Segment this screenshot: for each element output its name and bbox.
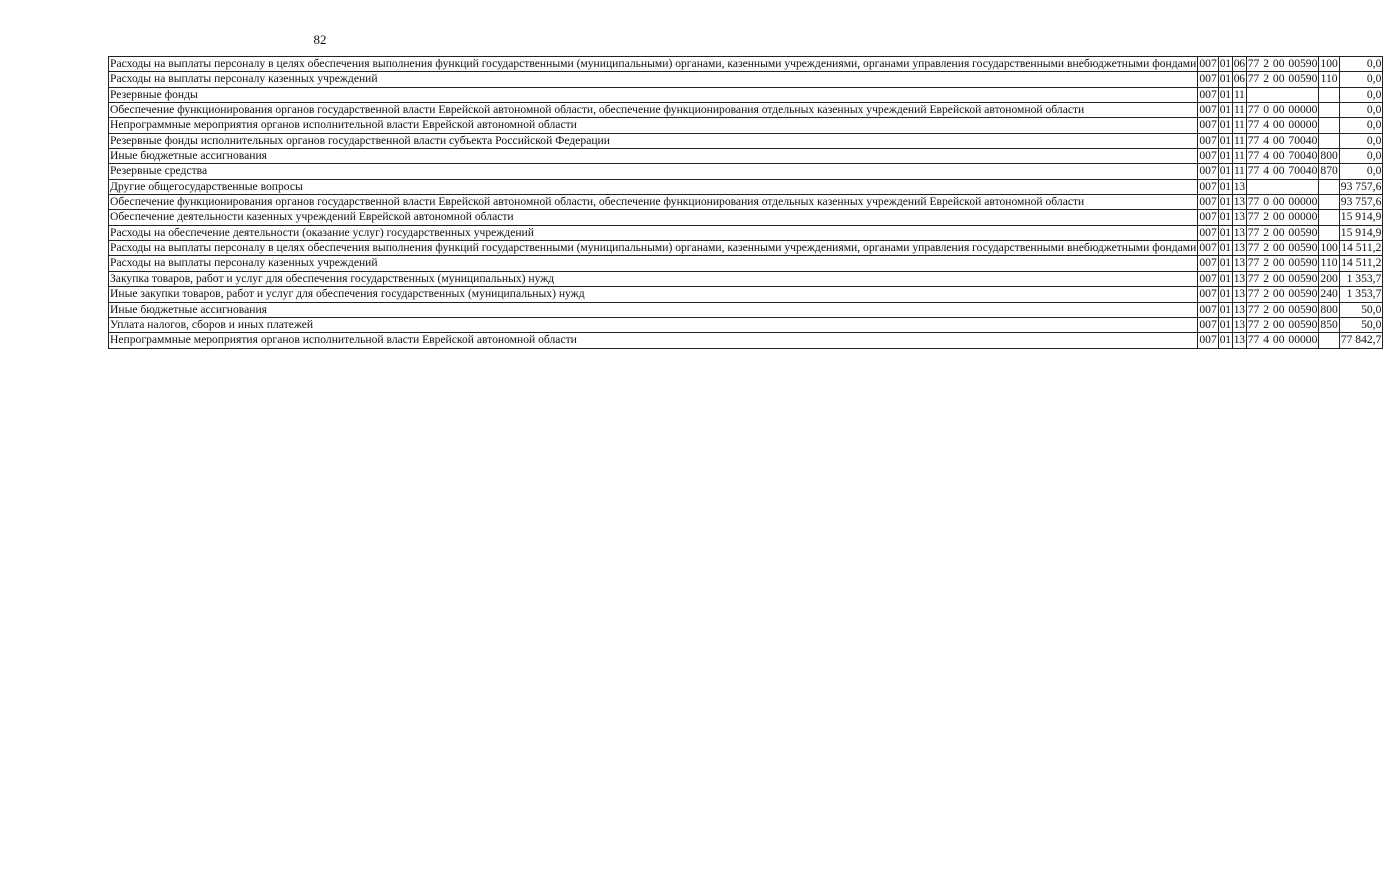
row-ved-code: 007 xyxy=(1199,57,1217,70)
row-target-article-code: 77 4 00 70040 xyxy=(1247,149,1318,163)
row-name: Расходы на выплаты персоналу в целях обеспечения выполнения функций государственными (муниципальными) органами, казенными учреждениями, органами управления государственными внебюджетными фондами xyxy=(110,241,1197,255)
row-subsection-code: 13 xyxy=(1233,179,1245,193)
row-expense-type-code xyxy=(1319,225,1339,240)
row-expense-type-code: 200 xyxy=(1320,271,1338,285)
row-name: Непрограммные мероприятия органов исполнительной власти Еврейской автономной области xyxy=(109,118,1198,133)
row-ved-code: 007 xyxy=(1199,256,1217,270)
row-amount: 93 757,6 xyxy=(1340,195,1382,209)
row-amount: 50,0 xyxy=(1339,317,1383,332)
row-section-code: 01 xyxy=(1219,225,1231,239)
row-section-code: 01 xyxy=(1219,256,1231,270)
row-amount: 1 353,7 xyxy=(1339,287,1383,302)
row-section-code: 01 xyxy=(1219,87,1231,101)
table-row xyxy=(109,225,1383,240)
row-amount: 15 914,9 xyxy=(1340,225,1382,239)
row-subsection-code: 11 xyxy=(1233,133,1245,147)
row-section-code: 01 xyxy=(1219,164,1231,178)
row-subsection-code: 13 xyxy=(1233,225,1245,239)
row-name: Резервные средства xyxy=(109,164,1198,179)
row-target-article-code: 77 4 00 00000 xyxy=(1247,333,1318,347)
row-ved-code: 007 xyxy=(1199,149,1217,163)
row-subsection-code: 13 xyxy=(1233,287,1245,301)
row-section-code: 01 xyxy=(1219,72,1231,86)
row-section-code: 01 xyxy=(1219,271,1231,285)
row-section-code: 01 xyxy=(1219,195,1231,209)
row-ved-code: 007 xyxy=(1199,287,1217,301)
row-amount: 1 353,7 xyxy=(1339,271,1383,286)
row-section-code: 01 xyxy=(1219,302,1231,316)
row-ved-code: 007 xyxy=(1199,179,1217,193)
row-section-code: 01 xyxy=(1219,103,1231,117)
row-expense-type-code: 110 xyxy=(1320,72,1338,86)
row-target-article-code: 77 2 00 00590 xyxy=(1247,256,1318,270)
table-row xyxy=(109,195,1383,210)
row-subsection-code: 11 xyxy=(1233,87,1245,101)
budget-table xyxy=(108,56,1383,349)
row-name: Иные бюджетные ассигнования xyxy=(109,302,1198,317)
row-subsection-code: 13 xyxy=(1233,256,1245,270)
row-ved-code: 007 xyxy=(1199,333,1217,347)
row-name: Обеспечение деятельности казенных учреждений Еврейской автономной области xyxy=(109,210,1198,225)
row-ved-code: 007 xyxy=(1199,133,1217,147)
table-row xyxy=(109,149,1383,164)
table-row xyxy=(109,118,1383,133)
row-amount: 0,0 xyxy=(1339,149,1383,164)
row-amount: 0,0 xyxy=(1339,133,1383,148)
row-amount: 14 511,2 xyxy=(1341,241,1382,255)
row-section-code: 01 xyxy=(1219,133,1231,147)
row-name: Резервные фонды исполнительных органов государственной власти субъекта Российской Федерации xyxy=(109,133,1198,148)
row-ved-code: 007 xyxy=(1199,241,1217,255)
row-expense-type-code: 870 xyxy=(1320,164,1338,178)
row-amount: 50,0 xyxy=(1339,302,1383,317)
row-amount: 0,0 xyxy=(1339,72,1383,87)
row-ved-code: 007 xyxy=(1199,118,1217,132)
row-expense-type-code: 110 xyxy=(1320,256,1338,270)
row-amount: 0,0 xyxy=(1339,103,1383,118)
row-name: Расходы на выплаты персоналу казенных учреждений xyxy=(109,72,1198,87)
row-subsection-code: 13 xyxy=(1233,333,1245,347)
row-amount: 0,0 xyxy=(1339,118,1383,133)
row-expense-type-code: 800 xyxy=(1320,302,1338,316)
table-row xyxy=(109,333,1383,348)
table-row xyxy=(109,179,1383,194)
row-section-code: 01 xyxy=(1219,149,1231,163)
row-subsection-code: 13 xyxy=(1233,271,1245,285)
row-section-code: 01 xyxy=(1219,287,1231,301)
row-target-article-code: 77 0 00 00000 xyxy=(1247,195,1318,209)
row-ved-code: 007 xyxy=(1199,317,1217,331)
row-expense-type-code: 100 xyxy=(1320,57,1338,70)
row-target-article-code: 77 2 00 00590 xyxy=(1247,72,1318,86)
row-expense-type-code: 850 xyxy=(1320,317,1338,331)
row-section-code: 01 xyxy=(1219,57,1231,70)
row-ved-code: 007 xyxy=(1199,72,1217,86)
row-expense-type-code: 240 xyxy=(1320,287,1338,301)
row-target-article-code: 77 2 00 00590 xyxy=(1247,287,1318,301)
row-name: Непрограммные мероприятия органов исполнительной власти Еврейской автономной области xyxy=(109,333,1198,348)
row-expense-type-code xyxy=(1319,133,1339,148)
row-target-article-code: 77 2 00 00590 xyxy=(1247,241,1318,255)
row-expense-type-code: 100 xyxy=(1320,241,1338,255)
row-target-article-code: 77 4 00 00000 xyxy=(1247,118,1318,132)
table-row xyxy=(109,256,1383,271)
row-ved-code: 007 xyxy=(1199,195,1217,209)
row-subsection-code: 13 xyxy=(1233,241,1245,255)
row-target-article-code: 77 4 00 70040 xyxy=(1247,164,1318,178)
row-ved-code: 007 xyxy=(1199,210,1217,224)
table-row xyxy=(109,287,1383,302)
row-target-article-code: 77 2 00 00590 xyxy=(1247,302,1318,316)
table-row xyxy=(109,164,1383,179)
row-amount: 14 511,2 xyxy=(1341,256,1382,270)
row-name: Иные закупки товаров, работ и услуг для обеспечения государственных (муниципальных) нужд xyxy=(109,287,1198,302)
row-target-article-code: 77 2 00 00590 xyxy=(1247,317,1318,331)
row-section-code: 01 xyxy=(1219,241,1231,255)
row-expense-type-code xyxy=(1319,179,1339,194)
row-name: Обеспечение функционирования органов государственной власти Еврейской автономной области, обеспечение функционирования отдельных казенных учреждений Еврейской автономной области xyxy=(109,195,1198,210)
page-number: 82 xyxy=(313,32,327,47)
table-row xyxy=(109,241,1383,256)
table-row xyxy=(109,72,1383,87)
row-expense-type-code xyxy=(1319,333,1339,348)
row-amount: 77 842,7 xyxy=(1340,333,1382,347)
row-section-code: 01 xyxy=(1219,179,1231,193)
row-name: Расходы на выплаты персоналу в целях обеспечения выполнения функций государственными (муниципальными) органами, казенными учреждениями, органами управления государственными внебюджетными фондами xyxy=(110,57,1197,70)
row-ved-code: 007 xyxy=(1199,302,1217,316)
row-subsection-code: 11 xyxy=(1233,118,1245,132)
row-name: Расходы на обеспечение деятельности (оказание услуг) государственных учреждений xyxy=(109,225,1198,240)
row-subsection-code: 06 xyxy=(1233,72,1245,86)
row-name: Уплата налогов, сборов и иных платежей xyxy=(109,317,1198,332)
row-amount: 0,0 xyxy=(1339,87,1383,102)
row-target-article-code: 77 2 00 00000 xyxy=(1247,210,1318,224)
row-expense-type-code: 800 xyxy=(1320,149,1338,163)
row-target-article-code: 77 4 00 70040 xyxy=(1247,133,1318,147)
row-subsection-code: 13 xyxy=(1233,302,1245,316)
table-row xyxy=(109,210,1383,225)
row-amount: 0,0 xyxy=(1339,57,1383,72)
row-ved-code: 007 xyxy=(1199,271,1217,285)
row-target-article-code xyxy=(1246,87,1319,102)
row-name: Резервные фонды xyxy=(109,87,1198,102)
table-row xyxy=(109,302,1383,317)
row-name: Закупка товаров, работ и услуг для обеспечения государственных (муниципальных) нужд xyxy=(109,271,1198,286)
row-name: Иные бюджетные ассигнования xyxy=(109,149,1198,164)
row-subsection-code: 11 xyxy=(1233,103,1245,117)
row-section-code: 01 xyxy=(1219,118,1231,132)
row-amount: 15 914,9 xyxy=(1340,210,1382,224)
table-row xyxy=(109,103,1383,118)
row-expense-type-code xyxy=(1319,195,1339,210)
row-subsection-code: 06 xyxy=(1233,57,1245,70)
row-subsection-code: 13 xyxy=(1233,195,1245,209)
table-row xyxy=(109,87,1383,102)
table-row xyxy=(109,57,1383,72)
row-target-article-code: 77 2 00 00590 xyxy=(1247,57,1318,70)
table-row xyxy=(109,317,1383,332)
table-row xyxy=(109,271,1383,286)
row-amount: 0,0 xyxy=(1339,164,1383,179)
row-expense-type-code xyxy=(1319,103,1339,118)
row-ved-code: 007 xyxy=(1199,225,1217,239)
row-section-code: 01 xyxy=(1219,317,1231,331)
table-row xyxy=(109,133,1383,148)
row-name: Обеспечение функционирования органов государственной власти Еврейской автономной области, обеспечение функционирования отдельных казенных учреждений Еврейской автономной области xyxy=(109,103,1198,118)
row-subsection-code: 11 xyxy=(1233,164,1245,178)
row-target-article-code: 77 2 00 00590 xyxy=(1247,271,1318,285)
row-subsection-code: 13 xyxy=(1233,210,1245,224)
row-expense-type-code xyxy=(1319,87,1339,102)
row-subsection-code: 13 xyxy=(1233,317,1245,331)
row-name: Другие общегосударственные вопросы xyxy=(109,179,1198,194)
row-target-article-code xyxy=(1246,179,1319,194)
row-ved-code: 007 xyxy=(1199,103,1217,117)
row-target-article-code: 77 0 00 00000 xyxy=(1247,103,1318,117)
row-ved-code: 007 xyxy=(1199,164,1217,178)
row-amount: 93 757,6 xyxy=(1340,179,1382,193)
row-name: Расходы на выплаты персоналу казенных учреждений xyxy=(109,256,1198,271)
row-target-article-code: 77 2 00 00590 xyxy=(1247,225,1318,239)
row-ved-code: 007 xyxy=(1199,87,1217,101)
row-section-code: 01 xyxy=(1219,333,1231,347)
row-expense-type-code xyxy=(1319,210,1339,225)
row-subsection-code: 11 xyxy=(1233,149,1245,163)
row-expense-type-code xyxy=(1319,118,1339,133)
row-section-code: 01 xyxy=(1219,210,1231,224)
